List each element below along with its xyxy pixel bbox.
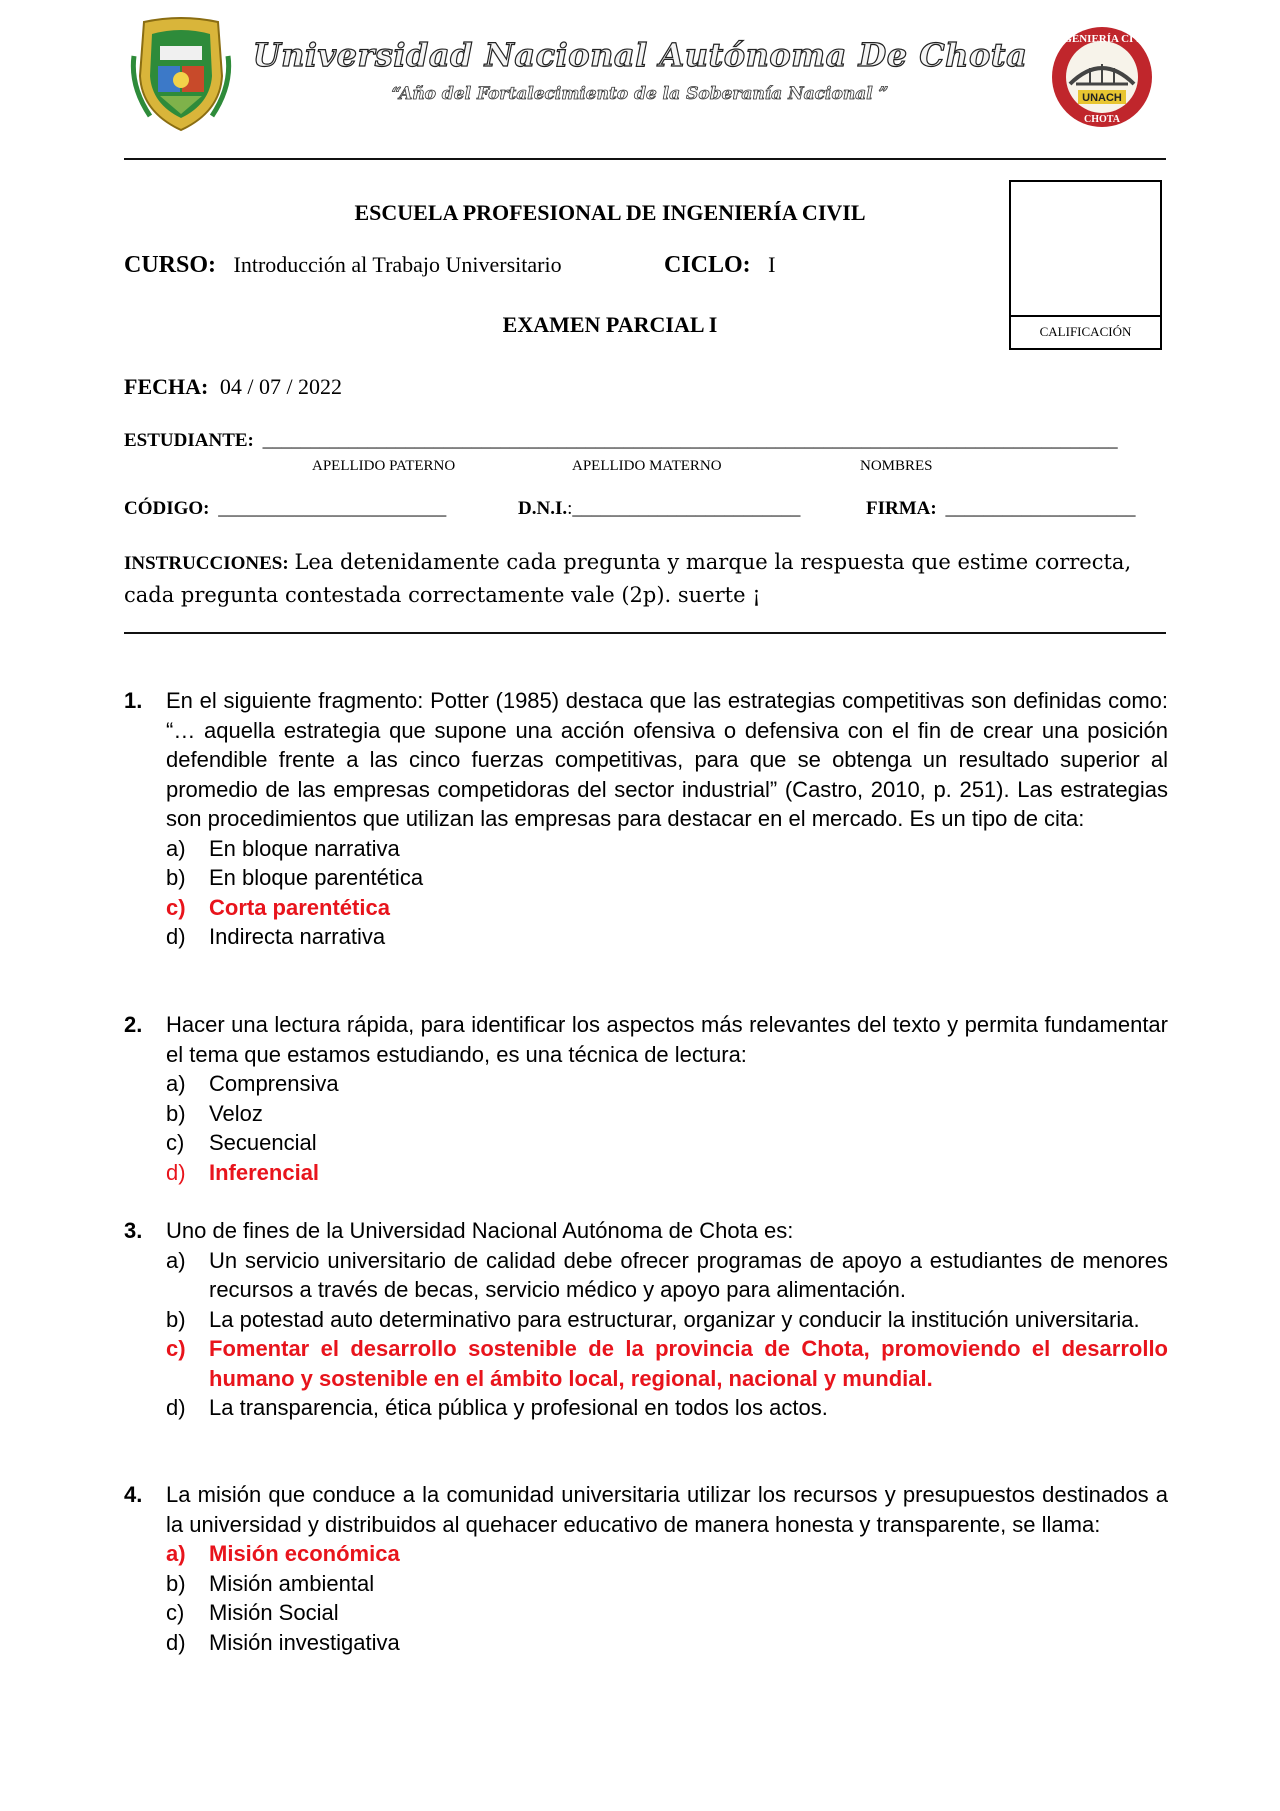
header-rule [124, 158, 1166, 160]
question-3 [124, 1216, 1168, 1423]
option-a[interactable] [166, 1246, 1168, 1305]
student-line [124, 430, 1118, 452]
school-name: ESCUELA PROFESIONAL DE INGENIERÍA CIVIL [354, 200, 866, 225]
option-text: La potestad auto determinativo para estructurar, organizar y conducir la institución universitaria. [209, 1306, 1140, 1332]
instructions-text: Lea detenidamente cada pregunta y marque la respuesta que estime correcta, cada pregunta contestada correctamente vale (2p). suerte ¡ [124, 550, 1132, 607]
option-letter: b) [166, 1306, 186, 1332]
question-stem: La misión que conduce a la comunidad universitaria utilizar los recursos y presupuestos destinados a la universidad y distribuidos al quehacer educativo de manera honesta y transparente, se llama: [166, 1482, 1168, 1537]
option-d[interactable] [166, 922, 1168, 952]
option-c-correct[interactable] [166, 893, 1168, 923]
logo-unach-text: UNACH [1082, 92, 1122, 104]
option-text: Misión económica [209, 1541, 400, 1566]
year-motto: “Año del Fortalecimiento de la Soberanía Nacional ” [391, 84, 889, 104]
cycle-label: CICLO: [664, 252, 751, 278]
sign-blank[interactable]: ____________________ [945, 498, 1136, 519]
option-letter: d) [166, 1629, 186, 1655]
dni-blank[interactable]: :________________________ [567, 498, 801, 519]
sign-label: FIRMA: [866, 498, 937, 519]
cycle-value: I [768, 252, 776, 277]
question-number: 4. [124, 1482, 143, 1507]
option-a[interactable] [166, 834, 1168, 864]
date-line [124, 374, 342, 400]
course-label: CURSO: [124, 252, 217, 278]
option-d-correct[interactable] [166, 1158, 1168, 1188]
option-c[interactable] [166, 1598, 1168, 1628]
question-2 [124, 1010, 1168, 1187]
option-text: Secuencial [209, 1130, 317, 1155]
option-b[interactable] [166, 1099, 1168, 1129]
option-letter: b) [166, 1570, 186, 1596]
option-letter: a) [166, 835, 186, 861]
course-value: Introducción al Trabajo Universitario [233, 252, 562, 277]
option-text: Indirecta narrativa [209, 924, 386, 949]
grade-box-divider [1011, 315, 1160, 317]
code-label: CÓDIGO: [124, 498, 210, 519]
option-b[interactable] [166, 863, 1168, 893]
logo-bottom-text: CHOTA [1084, 114, 1120, 125]
cycle-line [664, 252, 776, 279]
option-text: Inferencial [209, 1159, 320, 1185]
dni-label: D.N.I. [518, 498, 568, 519]
option-text: Misión investigativa [209, 1629, 400, 1655]
question-number: 1. [124, 688, 143, 713]
dni-line [518, 498, 800, 520]
question-stem: Uno de fines de la Universidad Nacional Autónoma de Chota es: [166, 1218, 794, 1243]
date-label: FECHA: [124, 374, 209, 399]
question-1 [124, 686, 1168, 952]
option-b[interactable] [166, 1569, 1168, 1599]
option-letter: c) [166, 1130, 185, 1155]
option-letter: b) [166, 1100, 186, 1126]
label-nombres: NOMBRES [860, 458, 933, 474]
option-b[interactable] [166, 1305, 1168, 1335]
grade-label: CALIFICACIÓN [1039, 324, 1132, 339]
option-text: Un servicio universitario de calidad debe ofrecer programas de apoyo a estudiantes de menores recursos a través de becas, servicio médico y apoyo para alimentación. [209, 1247, 1168, 1302]
question-4 [124, 1480, 1168, 1657]
option-a[interactable] [166, 1069, 1168, 1099]
label-apellido-paterno: APELLIDO PATERNO [312, 458, 456, 474]
student-label: ESTUDIANTE: [124, 430, 254, 451]
course-line [124, 252, 562, 279]
exam-title: EXAMEN PARCIAL I [502, 312, 718, 337]
option-letter: c) [166, 1336, 186, 1361]
option-text: Veloz [209, 1100, 263, 1126]
option-d[interactable] [166, 1393, 1168, 1423]
option-letter: b) [166, 865, 186, 890]
option-letter: c) [166, 1600, 185, 1625]
instructions [124, 546, 1168, 611]
logo-top-text: INGENIERÍA CIVIL [1051, 33, 1153, 45]
option-text: Misión ambiental [209, 1570, 375, 1596]
code-blank[interactable]: ________________________ [218, 498, 447, 519]
university-name: Universidad Nacional Autónoma De Chota [252, 36, 1028, 74]
sign-line [866, 498, 1135, 520]
option-letter: d) [166, 924, 186, 949]
label-apellido-materno: APELLIDO MATERNO [572, 458, 722, 474]
option-text: Fomentar el desarrollo sostenible de la provincia de Chota, promoviendo el desarrollo humano y sostenible en el ámbito local, regional, nacional y mundial. [209, 1336, 1168, 1391]
question-stem: Hacer una lectura rápida, para identificar los aspectos más relevantes del texto y permita fundamentar el tema que estamos estudiando, es una técnica de lectura: [166, 1012, 1168, 1067]
code-line [124, 498, 446, 520]
option-letter: d) [166, 1159, 186, 1185]
option-c[interactable] [166, 1128, 1168, 1158]
option-text: La transparencia, ética pública y profesional en todos los actos. [209, 1395, 828, 1420]
option-a-correct[interactable] [166, 1539, 1168, 1569]
option-c-correct[interactable] [166, 1334, 1168, 1393]
option-d[interactable] [166, 1628, 1168, 1658]
instructions-rule [124, 632, 1166, 634]
student-blank[interactable]: __________________________________________________________________________________________ [262, 430, 1118, 451]
question-number: 3. [124, 1218, 143, 1243]
option-text: Corta parentética [209, 894, 390, 920]
option-letter: a) [166, 1541, 186, 1566]
option-text: Misión Social [209, 1600, 339, 1625]
option-letter: d) [166, 1395, 186, 1420]
option-letter: c) [166, 894, 186, 920]
grade-box [1009, 180, 1162, 350]
question-number: 2. [124, 1012, 143, 1037]
option-letter: a) [166, 1247, 186, 1273]
instructions-label: INSTRUCCIONES: [124, 553, 289, 574]
date-value: 04 / 07 / 2022 [219, 374, 343, 399]
option-text: En bloque narrativa [209, 835, 400, 861]
civil-engineering-logo [1050, 22, 1154, 132]
option-text: Comprensiva [209, 1071, 339, 1096]
question-stem: En el siguiente fragmento: Potter (1985) destaca que las estrategias competitivas son definidas como: “… aquella estrategia que supone una acción ofensiva o defensiva con el fin de crear una posición defendible frente a las cinco fuerzas competitivas, para que se obtenga un resultado superior al promedio de las empresas competidoras del sector industrial” (Castro, 2010, p. 251). Las estrategias son procedimientos que utilizan las empresas para destacar en el mercado. Es un tipo de cita: [166, 688, 1168, 831]
option-text: En bloque parentética [209, 865, 424, 890]
option-letter: a) [166, 1071, 186, 1096]
university-crest-logo [130, 16, 232, 134]
